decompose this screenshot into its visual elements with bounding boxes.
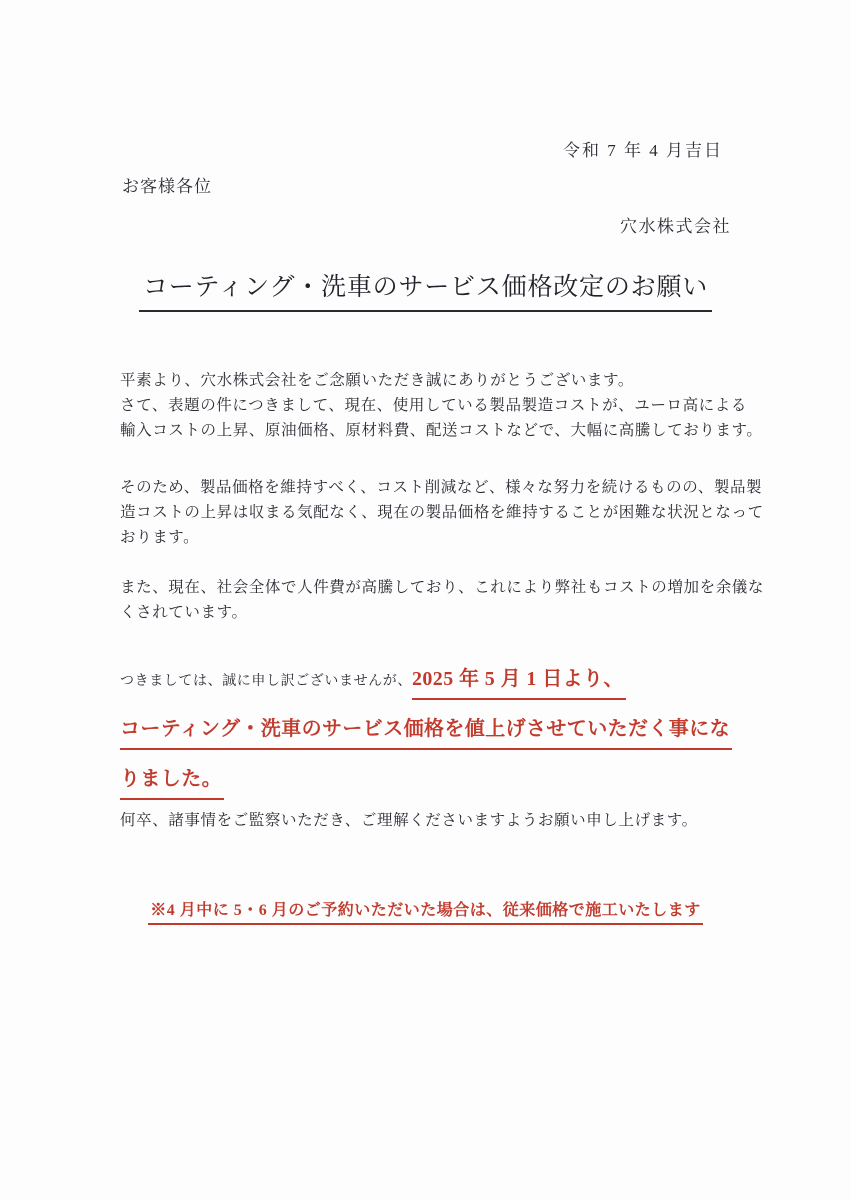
announcement-line-3 (120, 763, 760, 800)
announcement-line-1 (120, 663, 760, 700)
paragraph-line: くされています。 (120, 604, 248, 621)
recipient-line: お客様各位 (122, 177, 212, 196)
paragraph-line: さて、表題の件につきまして、現在、使用している製品製造コストが、ユーロ高による (120, 397, 747, 414)
price-change-highlight-end: りました。 (120, 763, 224, 800)
announcement-lead: つきましては、誠に申し訳ございませんが、 (120, 674, 412, 689)
price-change-highlight: コーティング・洗車のサービス価格を値上げさせていただく事にな (120, 713, 732, 750)
document-date: 令和 7 年 4 月吉日 (563, 141, 723, 160)
closing-request: 何卒、諸事情をご監察いただき、ご理解くださいますようお願い申し上げます。 (120, 812, 698, 829)
paragraph-line: そのため、製品価格を維持すべく、コスト削減など、様々な努力を続けるものの、製品製 (120, 479, 763, 496)
paragraph-line: また、現在、社会全体で人件費が高騰しており、これにより弊社もコストの増加を余儀な (120, 579, 765, 596)
paragraph-intro (120, 368, 763, 443)
sender-company: 穴水株式会社 (620, 217, 731, 236)
april-reservation-footnote: ※4 月中に 5・6 月のご予約いただいた場合は、従来価格で施工いたします (148, 897, 703, 925)
paragraph-line: おります。 (120, 529, 200, 546)
paragraph-line: 輸入コストの上昇、原油価格、原材料費、配送コストなどで、大幅に高騰しております。 (120, 422, 763, 439)
document-title: コーティング・洗車のサービス価格改定のお願い (139, 272, 712, 312)
footnote-row (0, 897, 851, 925)
paragraph-line: 平素より、穴水株式会社をご念願いただき誠にありがとうございます。 (120, 372, 634, 389)
paragraph-efforts (120, 475, 764, 550)
title-row (0, 272, 851, 312)
price-change-date-highlight: 2025 年 5 月 1 日より、 (412, 663, 626, 700)
announcement-line-2 (120, 713, 760, 750)
paragraph-line: 造コストの上昇は収まる気配なく、現在の製品価格を維持することが困難な状況となって (120, 504, 764, 521)
paragraph-labor-costs (120, 575, 765, 625)
